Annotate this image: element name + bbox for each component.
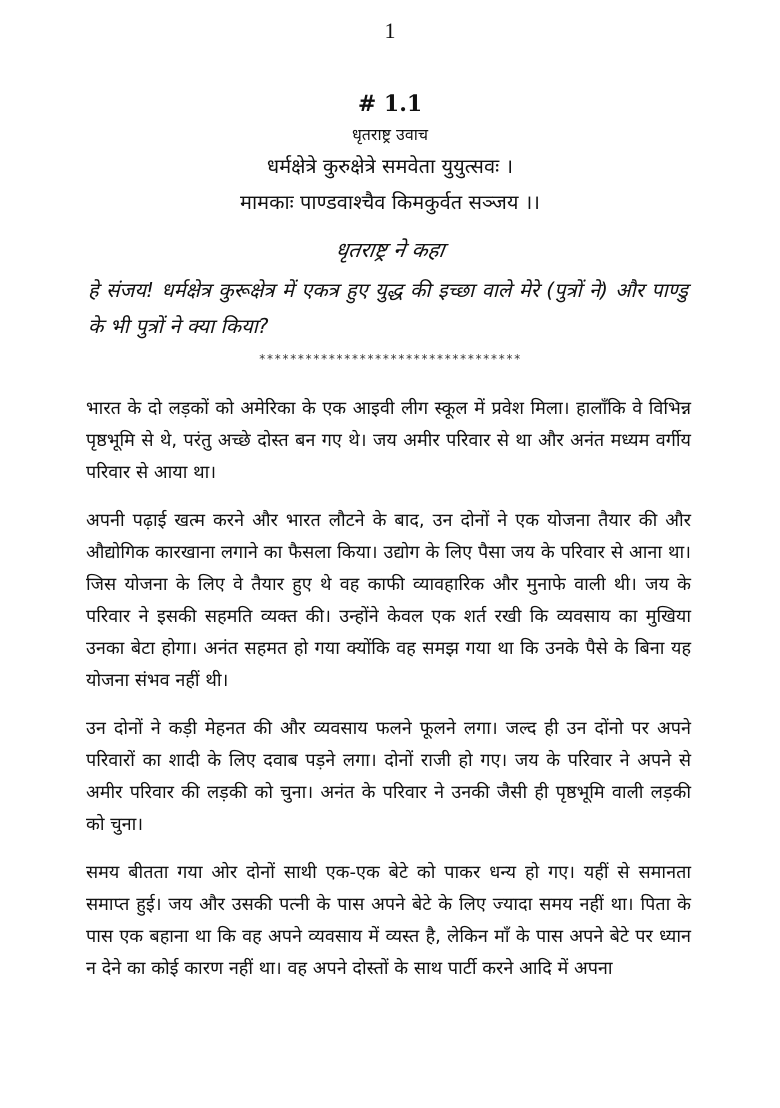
sanskrit-verse-line-2: मामकाः पाण्डवाश्चैव किमकुर्वत सञ्जय ।। (240, 190, 540, 214)
translation-speaker-heading: धृतराष्ट्र ने कहा (333, 238, 447, 262)
story-paragraph-1: भारत के दो लड़कों को अमेरिका के एक आइवी लीग स्कूल में प्रवेश मिला। हालाँकि वे विभिन्न पृष्ठभूमि से थे, परंतु अच्छे दोस्त बन गए थे। जय अमीर परिवार से था और अनंत मध्यम वर्गीय परिवार से आया था। (86, 398, 691, 483)
story-paragraph-2: अपनी पढ़ाई खत्म करने और भारत लौटने के बाद, उन दोनों ने एक योजना तैयार की और औद्योगिक कारखाना लगाने का फैसला किया। उद्योग के लिए पैसा जय के परिवार से आना था। जिस योजना के लिए वे तैयार हुए थे वह काफी व्यावहारिक और मुनाफे वाली थी। जय के परिवार ने इसकी सहमति व्यक्त की। उन्होंने केवल एक शर्त रखी कि व्यवसाय का मुखिया उनका बेटा होगा। अनंत सहमत हो गया क्योंकि वह समझ गया था कि उनके पैसे के बिना यह योजना संभव नहीं थी। (86, 510, 691, 691)
asterisk-divider: ********************************** (258, 352, 522, 366)
sanskrit-verse-line-1: धर्मक्षेत्रे कुरुक्षेत्रे समवेता युयुत्सवः । (266, 154, 514, 178)
hindi-translation: हे संजय! धर्मक्षेत्र कुरूक्षेत्र में एकत्र हुए युद्ध की इच्छा वाले मेरे (पुत्रों ने) और पाण्डु के भी पुत्रों ने क्या किया? (88, 278, 688, 338)
verse-number-heading: # 1.1 (357, 91, 423, 117)
story-paragraph-4: समय बीतता गया ओर दोनों साथी एक-एक बेटे को पाकर धन्य हो गए। यहीं से समानता समाप्त हुई। जय और उसकी पत्नी के पास अपने बेटे के लिए ज्यादा समय नहीं था। पिता के पास एक बहाना था कि वह अपने व्यवसाय में व्यस्त है, लेकिन माँ के पास अपने बेटे पर ध्यान न देने का कोई कारण नहीं था। वह अपने दोस्तों के साथ पार्टी करने आदि में अपना (86, 862, 692, 979)
story-body (86, 393, 691, 1001)
story-paragraph-3: उन दोनों ने कड़ी मेहनत की और व्यवसाय फलने फूलने लगा। जल्द ही उन दोंनो पर अपने परिवारों का शादी के लिए दवाब पड़ने लगा। दोनों राजी हो गए। जय के परिवार ने अपने से अमीर परिवार की लड़की को चुना। अनंत के परिवार ने उनकी जैसी ही पृष्ठभूमि वाली लड़की को चुना। (86, 718, 691, 835)
sanskrit-speaker-label: धृतराष्ट्र उवाच (351, 125, 429, 144)
page-number: 1 (384, 18, 396, 43)
